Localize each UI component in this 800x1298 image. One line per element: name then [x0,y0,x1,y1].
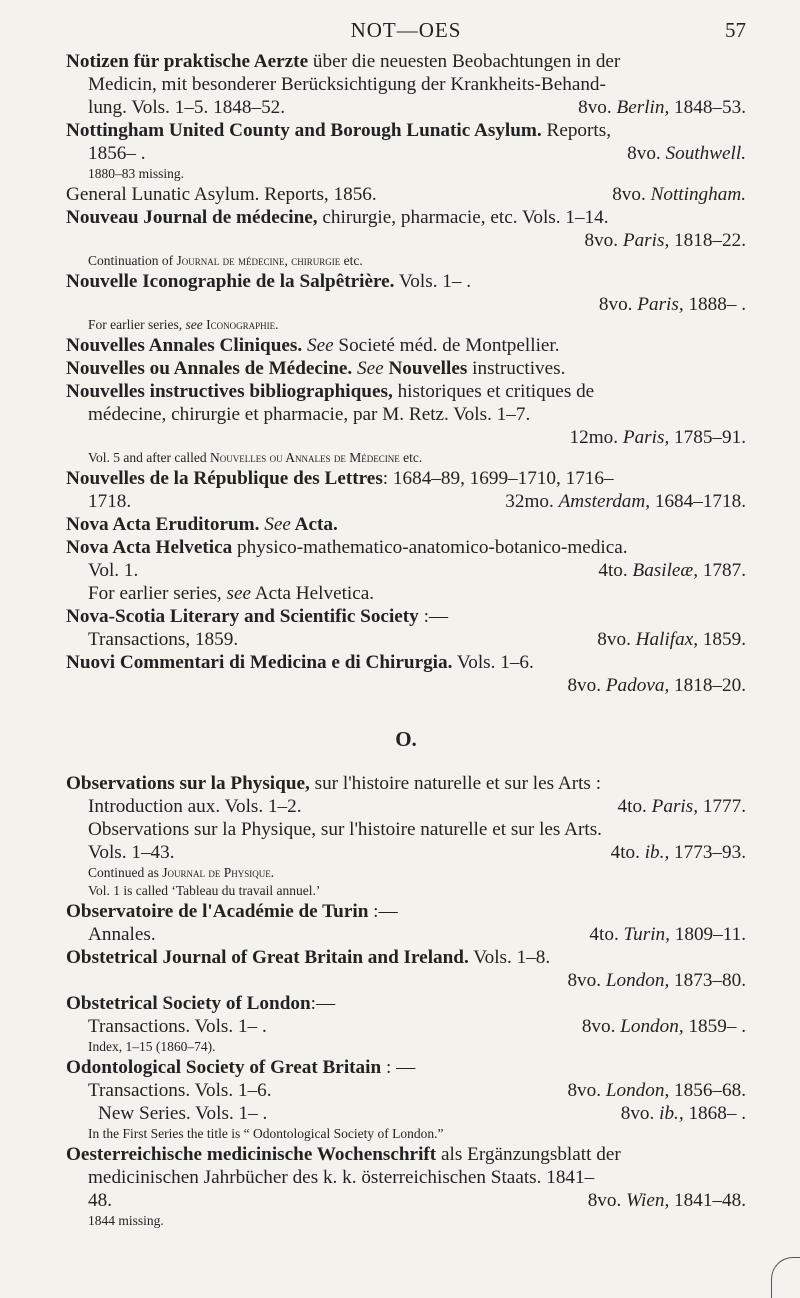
running-header [66,18,746,50]
entry-text: chirurgie, pharmacie, etc. Vols. 1–14. [317,207,609,228]
entry-nova-acta-eruditorum: Nova Acta Eruditorum. See Acta. [66,514,338,535]
entry-text: Transactions. Vols. 1– . [88,1016,267,1037]
entry-title: Observatoire de l'Académie de Turin [66,901,369,922]
entry-title: Nouveau Journal de médecine, [66,207,318,228]
imprint: 8vo. Southwell. [627,143,746,164]
entry-text: sur l'histoire naturelle et sur les Arts : [309,773,602,794]
imprint: 8vo. Nottingham. [612,184,746,205]
entry-text: : 1684–89, 1699–1710, 1716– [382,468,614,489]
entry-title: Nova-Scotia Literary and Scientific Society [66,606,419,627]
entry-general-lunatic [66,183,746,206]
imprint: 8vo. Padova, 1818–20. [567,675,746,696]
entry-note: Vol. 5 and after called Nouvelles ou Annales de Médecine etc. [88,450,423,465]
imprint: 8vo. Berlin, 1848–53. [578,97,746,118]
entry-note: Continued as Journal de Physique. [88,865,275,880]
page-number: 57 [725,18,746,42]
entry-republique-des-lettres [66,467,746,513]
entry-text: Transactions. Vols. 1–6. [88,1080,272,1101]
imprint: 8vo. Halifax, 1859. [597,629,746,650]
imprint: 8vo. London, 1859– . [581,1016,746,1037]
entry-notizen [66,50,746,119]
entry-note: 1880–83 missing. [88,166,185,181]
imprint: 4to. Basileæ, 1787. [598,560,746,581]
imprint: 4to. ib., 1773–93. [610,842,746,863]
entry-nova-scotia [66,605,746,651]
entry-text: Introduction aux. Vols. 1–2. [88,796,302,817]
entry-title: Nuovi Commentari di Medicina e di Chirurgia. [66,652,453,673]
entry-text: lung. Vols. 1–5. 1848–52. [88,97,286,118]
entry-text: Vols. 1– . [394,271,472,292]
entry-text: medicinischen Jahrbücher des k. k. österreichischen Staats. 1841– [88,1167,595,1188]
entry-note: For earlier series, see Iconographie. [88,317,279,332]
entry-observations-physique [66,772,746,900]
entry-title: Nova Acta Eruditorum. [66,514,260,535]
entry-oesterreichische-wochenschrift [66,1143,746,1230]
entry-text: Vols. 1–43. [88,842,175,863]
entry-title: Obstetrical Society of London [66,993,311,1014]
imprint: 4to. Turin, 1809–11. [589,924,746,945]
entry-obstetrical-journal [66,946,746,992]
entry-nouvelles-instructives [66,380,746,467]
imprint: 8vo. London, 1873–80. [567,970,746,991]
entry-text: Medicin, mit besonderer Berücksichtigung der Krankheits-Behand- [88,74,606,95]
entry-title: Nouvelles instructives bibliographiques, [66,381,393,402]
entry-text: :— [310,993,336,1014]
entry-text: als Ergänzungsblatt der [436,1144,621,1165]
entry-title: Observations sur la Physique, [66,773,310,794]
page-corner-fold [771,1257,800,1298]
entry-title: Notizen für praktische Aerzte [66,51,309,72]
entry-text: Annales. [88,924,156,945]
entry-text: New Series. Vols. 1– . [98,1103,268,1124]
entry-title: Nottingham United County and Borough Lunatic Asylum. [66,120,542,141]
entry-nova-acta-helvetica [66,536,746,605]
entry-text: historiques et critiques de [392,381,595,402]
entry-obstetrical-society [66,992,746,1056]
entry-text: : — [381,1057,416,1078]
entry-text: Societé méd. de Montpellier. [333,335,560,356]
entry-nouvelles-ou-annales: Nouvelles ou Annales de Médecine. See Nouvelles instructives. [66,358,566,379]
entry-text: :— [368,901,398,922]
imprint: 8vo. ib., 1868– . [620,1103,746,1124]
imprint: 4to. Paris, 1777. [617,796,746,817]
entry-title: Nova Acta Helvetica [66,537,233,558]
entry-text: For earlier series, see Acta Helvetica. [88,583,375,604]
imprint: 8vo. London, 1856–68. [567,1080,746,1101]
entry-title: Oesterreichische medicinische Wochenschrift [66,1144,437,1165]
entry-text: Vol. 1. [88,560,139,581]
entry-title: Nouvelles ou Annales de Médecine. [66,358,353,379]
entry-title: Odontological Society of Great Britain [66,1057,382,1078]
entry-text: Observations sur la Physique, sur l'histoire naturelle et sur les Arts. [88,819,602,840]
entry-note: In the First Series the title is “ Odontological Society of London.” [88,1126,444,1141]
entry-odontological-society [66,1056,746,1143]
entry-text: :— [418,606,449,627]
imprint: 12mo. Paris, 1785–91. [569,427,746,448]
entry-title: Nouvelles de la République des Lettres [66,468,383,489]
running-title: NOT—OES [350,18,462,42]
entry-text: über die neuesten Beobachtungen in der [308,51,621,72]
entry-text: médecine, chirurgie et pharmacie, par M. Retz. Vols. 1–7. [88,404,531,425]
entry-nouveau-journal [66,206,746,270]
entry-title: Obstetrical Journal of Great Britain and Ireland. [66,947,469,968]
entry-text: Vols. 1–6. [452,652,534,673]
entry-text: Reports, [541,120,612,141]
imprint: 8vo. Paris, 1818–22. [584,230,746,251]
entry-note: Index, 1–15 (1860–74). [88,1039,216,1054]
entry-title: Nouvelles Annales Cliniques. [66,335,303,356]
entry-nuovi-commentari [66,651,746,697]
imprint: 32mo. Amsterdam, 1684–1718. [505,491,746,512]
entry-title: Nouvelle Iconographie de la Salpêtrière. [66,271,395,292]
imprint: 8vo. Paris, 1888– . [598,294,746,315]
entry-nouvelle-iconographie [66,270,746,334]
entry-note: Vol. 1 is called ‘Tableau du travail annuel.’ [88,883,321,898]
entry-note: 1844 missing. [88,1213,164,1228]
entry-text: Transactions, 1859. [88,629,239,650]
entry-nouvelles-annales-cliniques: Nouvelles Annales Cliniques. See Societé méd. de Montpellier. [66,335,560,356]
page [66,18,746,1230]
entry-text: physico-mathematico-anatomico-botanico-medica. [232,537,628,558]
entry-nottingham [66,119,746,183]
entry-text: 48. [88,1190,112,1211]
entry-note: Continuation of Journal de médecine, chirurgie etc. [88,253,363,268]
section-heading: O. [395,727,417,751]
entry-text: 1856– . [88,143,146,164]
imprint: 8vo. Wien, 1841–48. [587,1190,746,1211]
entry-observatoire-turin [66,900,746,946]
entry-text: instructives. [467,358,566,379]
entry-text: 1718. [88,491,132,512]
entry-text: General Lunatic Asylum. Reports, 1856. [66,184,377,205]
entry-text: Vols. 1–8. [468,947,551,968]
